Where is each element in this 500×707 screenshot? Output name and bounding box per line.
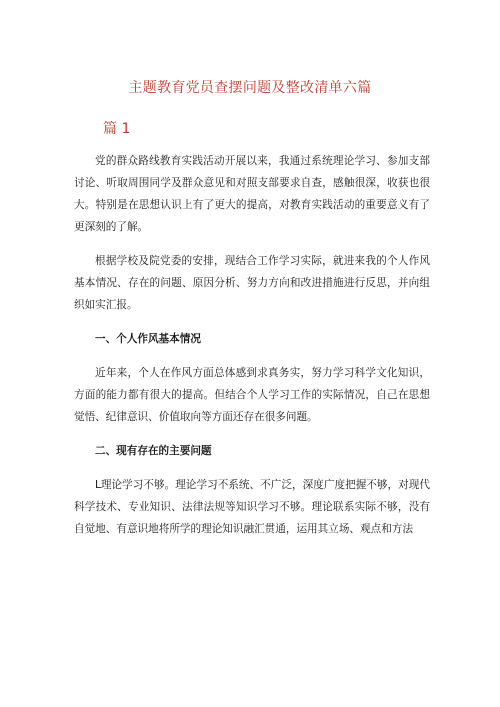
- paragraph-intro: 党的群众路线教育实践活动开展以来，我通过系统理论学习、参加支部讨论、听取周围同学及群众意见和对照支部要求自查，感触很深，收获也很大。特别是在思想认识上有了更大的提高，对教育实践活动的重要意义有了更深刻的了解。: [74, 155, 430, 233]
- paragraph-main-problems: L理论学习不够。理论学习不系统、不广泛，深度广度把握不够，对现代科学技术、专业知识、法律法规等知识学习不够。理论联系实际不够，没有自觉地、有意识地将所学的理论知识融汇贯通，运用其立场、观点和方法: [74, 479, 430, 535]
- heading-main-problems: 二、现有存在的主要问题: [95, 445, 212, 457]
- paragraph-arrangement: 根据学校及院党委的安排，现结合工作学习实际，就进来我的个人作风基本情况、存在的问题、原因分析、努力方向和改进措施进行反思，并向组织如实汇报。: [74, 255, 430, 311]
- document-body: [74, 150, 430, 540]
- paragraph-basic-situation: 近年来，个人在作风方面总体感到求真务实，努力学习科学文化知识，方面的能力都有很大的提高。但结合个人学习工作的实际情况，自己在思想觉悟、纪律意识、价值取向等方面还存在很多问题。: [74, 367, 430, 423]
- section-label: 篇 1: [103, 121, 131, 137]
- document-title: 主题教育党员查摆问题及整改清单六篇: [128, 80, 372, 96]
- heading-basic-situation: 一、个人作风基本情况: [95, 333, 201, 345]
